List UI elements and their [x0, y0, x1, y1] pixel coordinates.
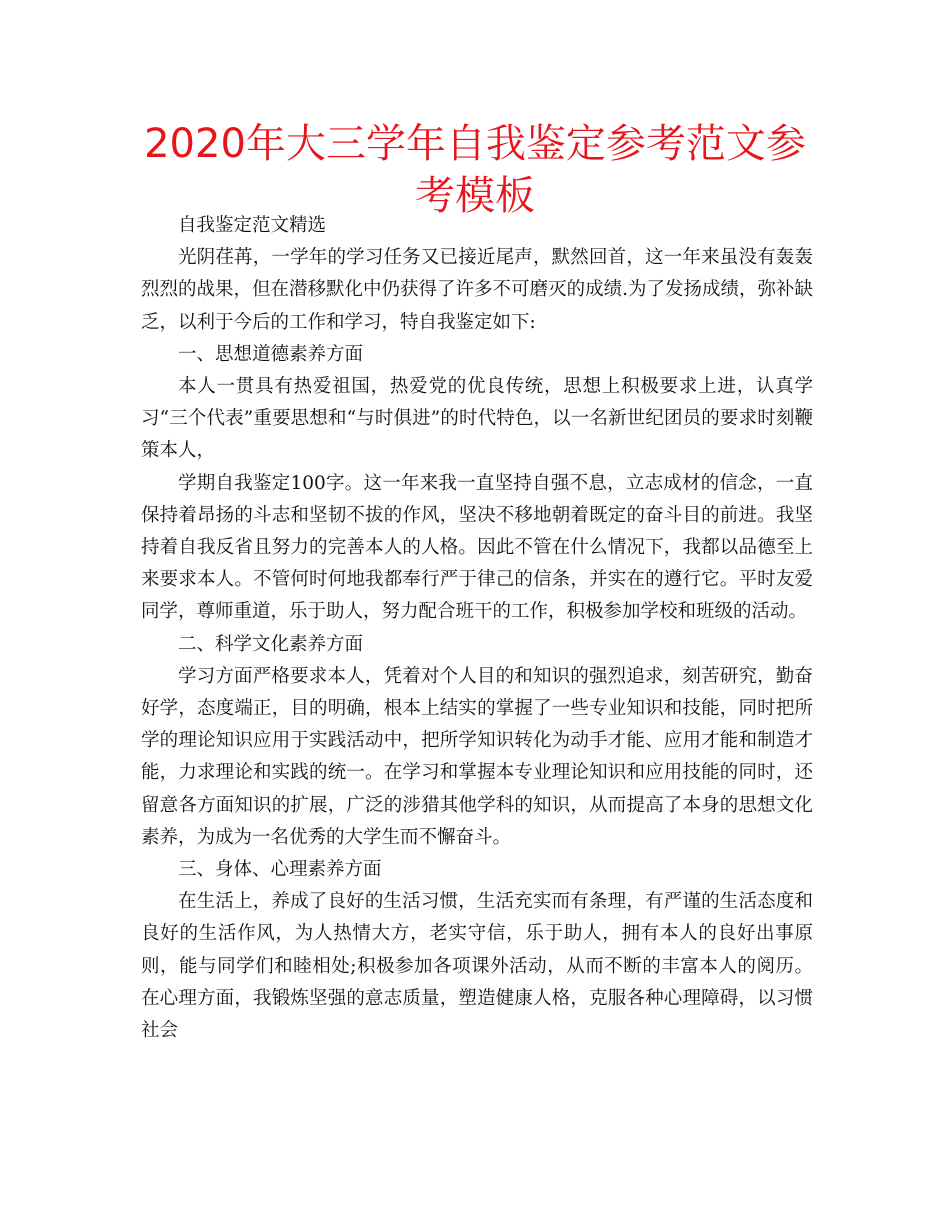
document-title: 2020年大三学年自我鉴定参考范文参考模板: [144, 121, 806, 219]
paragraph-health: 在生活上，养成了良好的生活习惯，生活充实而有条理，有严谨的生活态度和良好的生活作风，为人热情大方，老实守信，乐于助人，拥有本人的良好出事原则，能与同学们和睦相处;积极参加各项课外活动，从而不断的丰富本人的阅历。在心理方面，我锻炼坚强的意志质量，塑造健康人格，克服各种心理障碍，以习惯社会: [141, 891, 813, 1042]
paragraph-science: 学习方面严格要求本人，凭着对个人目的和知识的强烈追求，刻苦研究，勤奋好学，态度端正，目的明确，根本上结实的掌握了一些专业知识和技能，同时把所学的理论知识应用于实践活动中，把所学知识转化为动手才能、应用才能和制造才能，力求理论和实践的统一。在学习和掌握本专业理论知识和应用技能的同时，还留意各方面知识的扩展，广泛的涉猎其他学科的知识，从而提高了本身的思想文化素养，为成为一名优秀的大学生而不懈奋斗。: [141, 665, 813, 848]
paragraph-moral-2: 学期自我鉴定100字。这一年来我一直坚持自强不息，立志成材的信念，一直保持着昂扬的斗志和坚韧不拔的作风，坚决不移地朝着既定的奋斗目的前进。我坚持着自我反省且努力的完善本人的人格。因此不管在什么情况下，我都以品德至上来要求本人。不管何时何地我都奉行严于律己的信条，并实在的遵行它。平时友爱同学，尊师重道，乐于助人，努力配合班干的工作，积极参加学校和班级的活动。: [141, 472, 813, 623]
paragraph-subtitle: 自我鉴定范文精选: [178, 215, 327, 236]
section-heading-moral: 一、思想道德素养方面: [178, 343, 364, 365]
document-body: [141, 210, 813, 1047]
section-heading-health: 三、身体、心理素养方面: [178, 859, 382, 881]
paragraph-moral-1: 本人一贯具有热爱祖国，热爱党的优良传统，思想上积极要求上进，认真学习“三个代表”重要思想和“与时俱进”的时代特色，以一名新世纪团员的要求时刻鞭策本人，: [141, 376, 813, 462]
paragraph-intro: 光阴荏苒，一学年的学习任务又已接近尾声，默然回首，这一年来虽没有轰轰烈烈的战果，但在潜移默化中仍获得了许多不可磨灭的成绩.为了发扬成绩，弥补缺乏，以利于今后的工作和学习，特自我鉴定如下:: [141, 247, 813, 333]
section-heading-science: 二、科学文化素养方面: [178, 633, 364, 655]
